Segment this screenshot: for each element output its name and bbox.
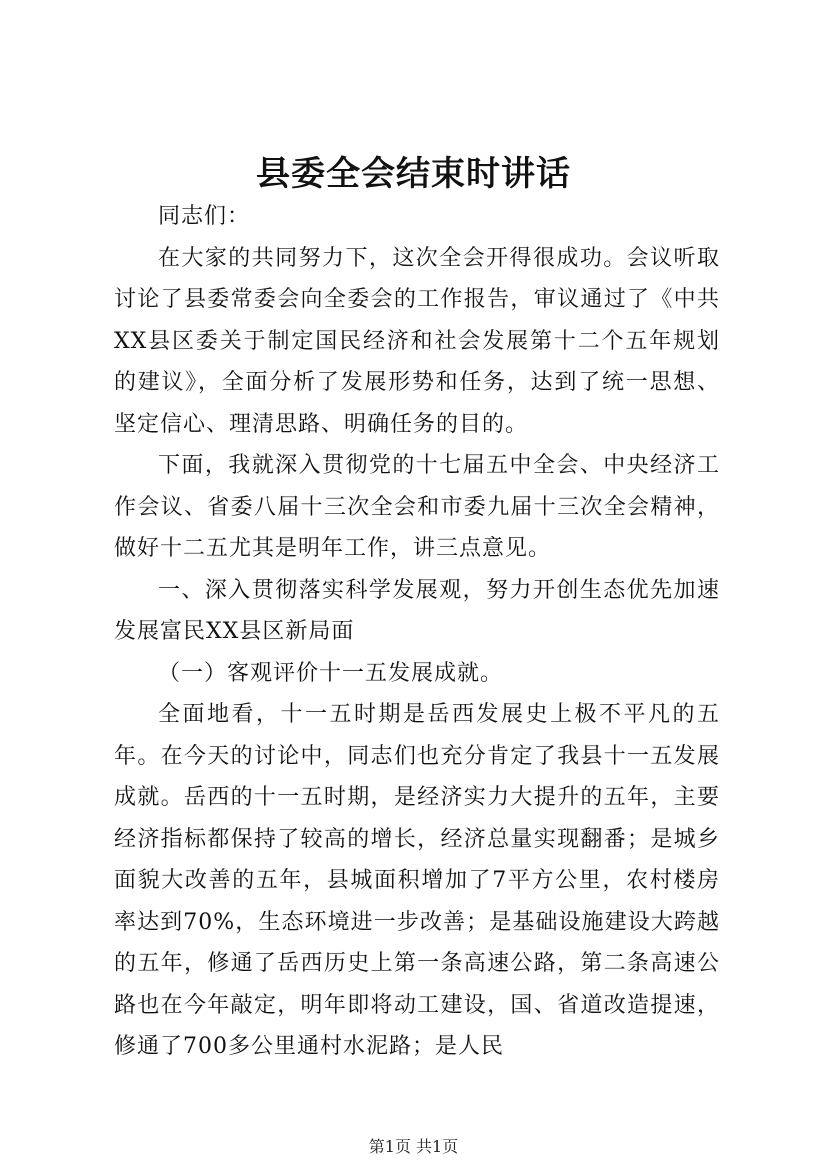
body-paragraph: 全面地看，十一五时期是岳西发展史上极不平凡的五年。在今天的讨论中，同志们也充分肯定了我县十一五发展成就。岳西的十一五时期，是经济实力大提升的五年，主要经济指标都保持了较高的增长，经济总量实现翻番；是城乡面貌大改善的五年，县城面积增加了7平方公里，农村楼房率达到70%，生态环境进一步改善；是基础设施建设大跨越的五年，修通了岳西历史上第一条高速公路，第二条高速公路也在今年敲定，明年即将动工建设，国、省道改造提速，修通了700多公里通村水泥路；是人民 <box>114 702 720 1059</box>
body-paragraph: 下面，我就深入贯彻党的十七届五中全会、中央经济工作会议、省委八届十三次全会和市委九届十三次全会精神，做好十二五尤其是明年工作，讲三点意见。 <box>114 453 720 561</box>
page-footer: 第1页 共1页 <box>368 1137 459 1156</box>
greeting-paragraph: 同志们： <box>158 204 251 229</box>
document-title: 县委全会结束时讲话 <box>256 154 571 194</box>
section-heading: 一、深入贯彻落实科学发展观，努力开创生态优先加速发展富民XX县区新局面 <box>114 577 720 644</box>
body-paragraph: 在大家的共同努力下，这次全会开得很成功。会议听取讨论了县委常委会向全委会的工作报告，审议通过了《中共XX县区委关于制定国民经济和社会发展第十二个五年规划的建议》，全面分析了发展形势和任务，达到了统一思想、坚定信心、理清思路、明确任务的目的。 <box>114 245 720 437</box>
document-body <box>114 196 720 1068</box>
subsection-heading: （一）客观评价十一五发展成就。 <box>158 660 504 686</box>
